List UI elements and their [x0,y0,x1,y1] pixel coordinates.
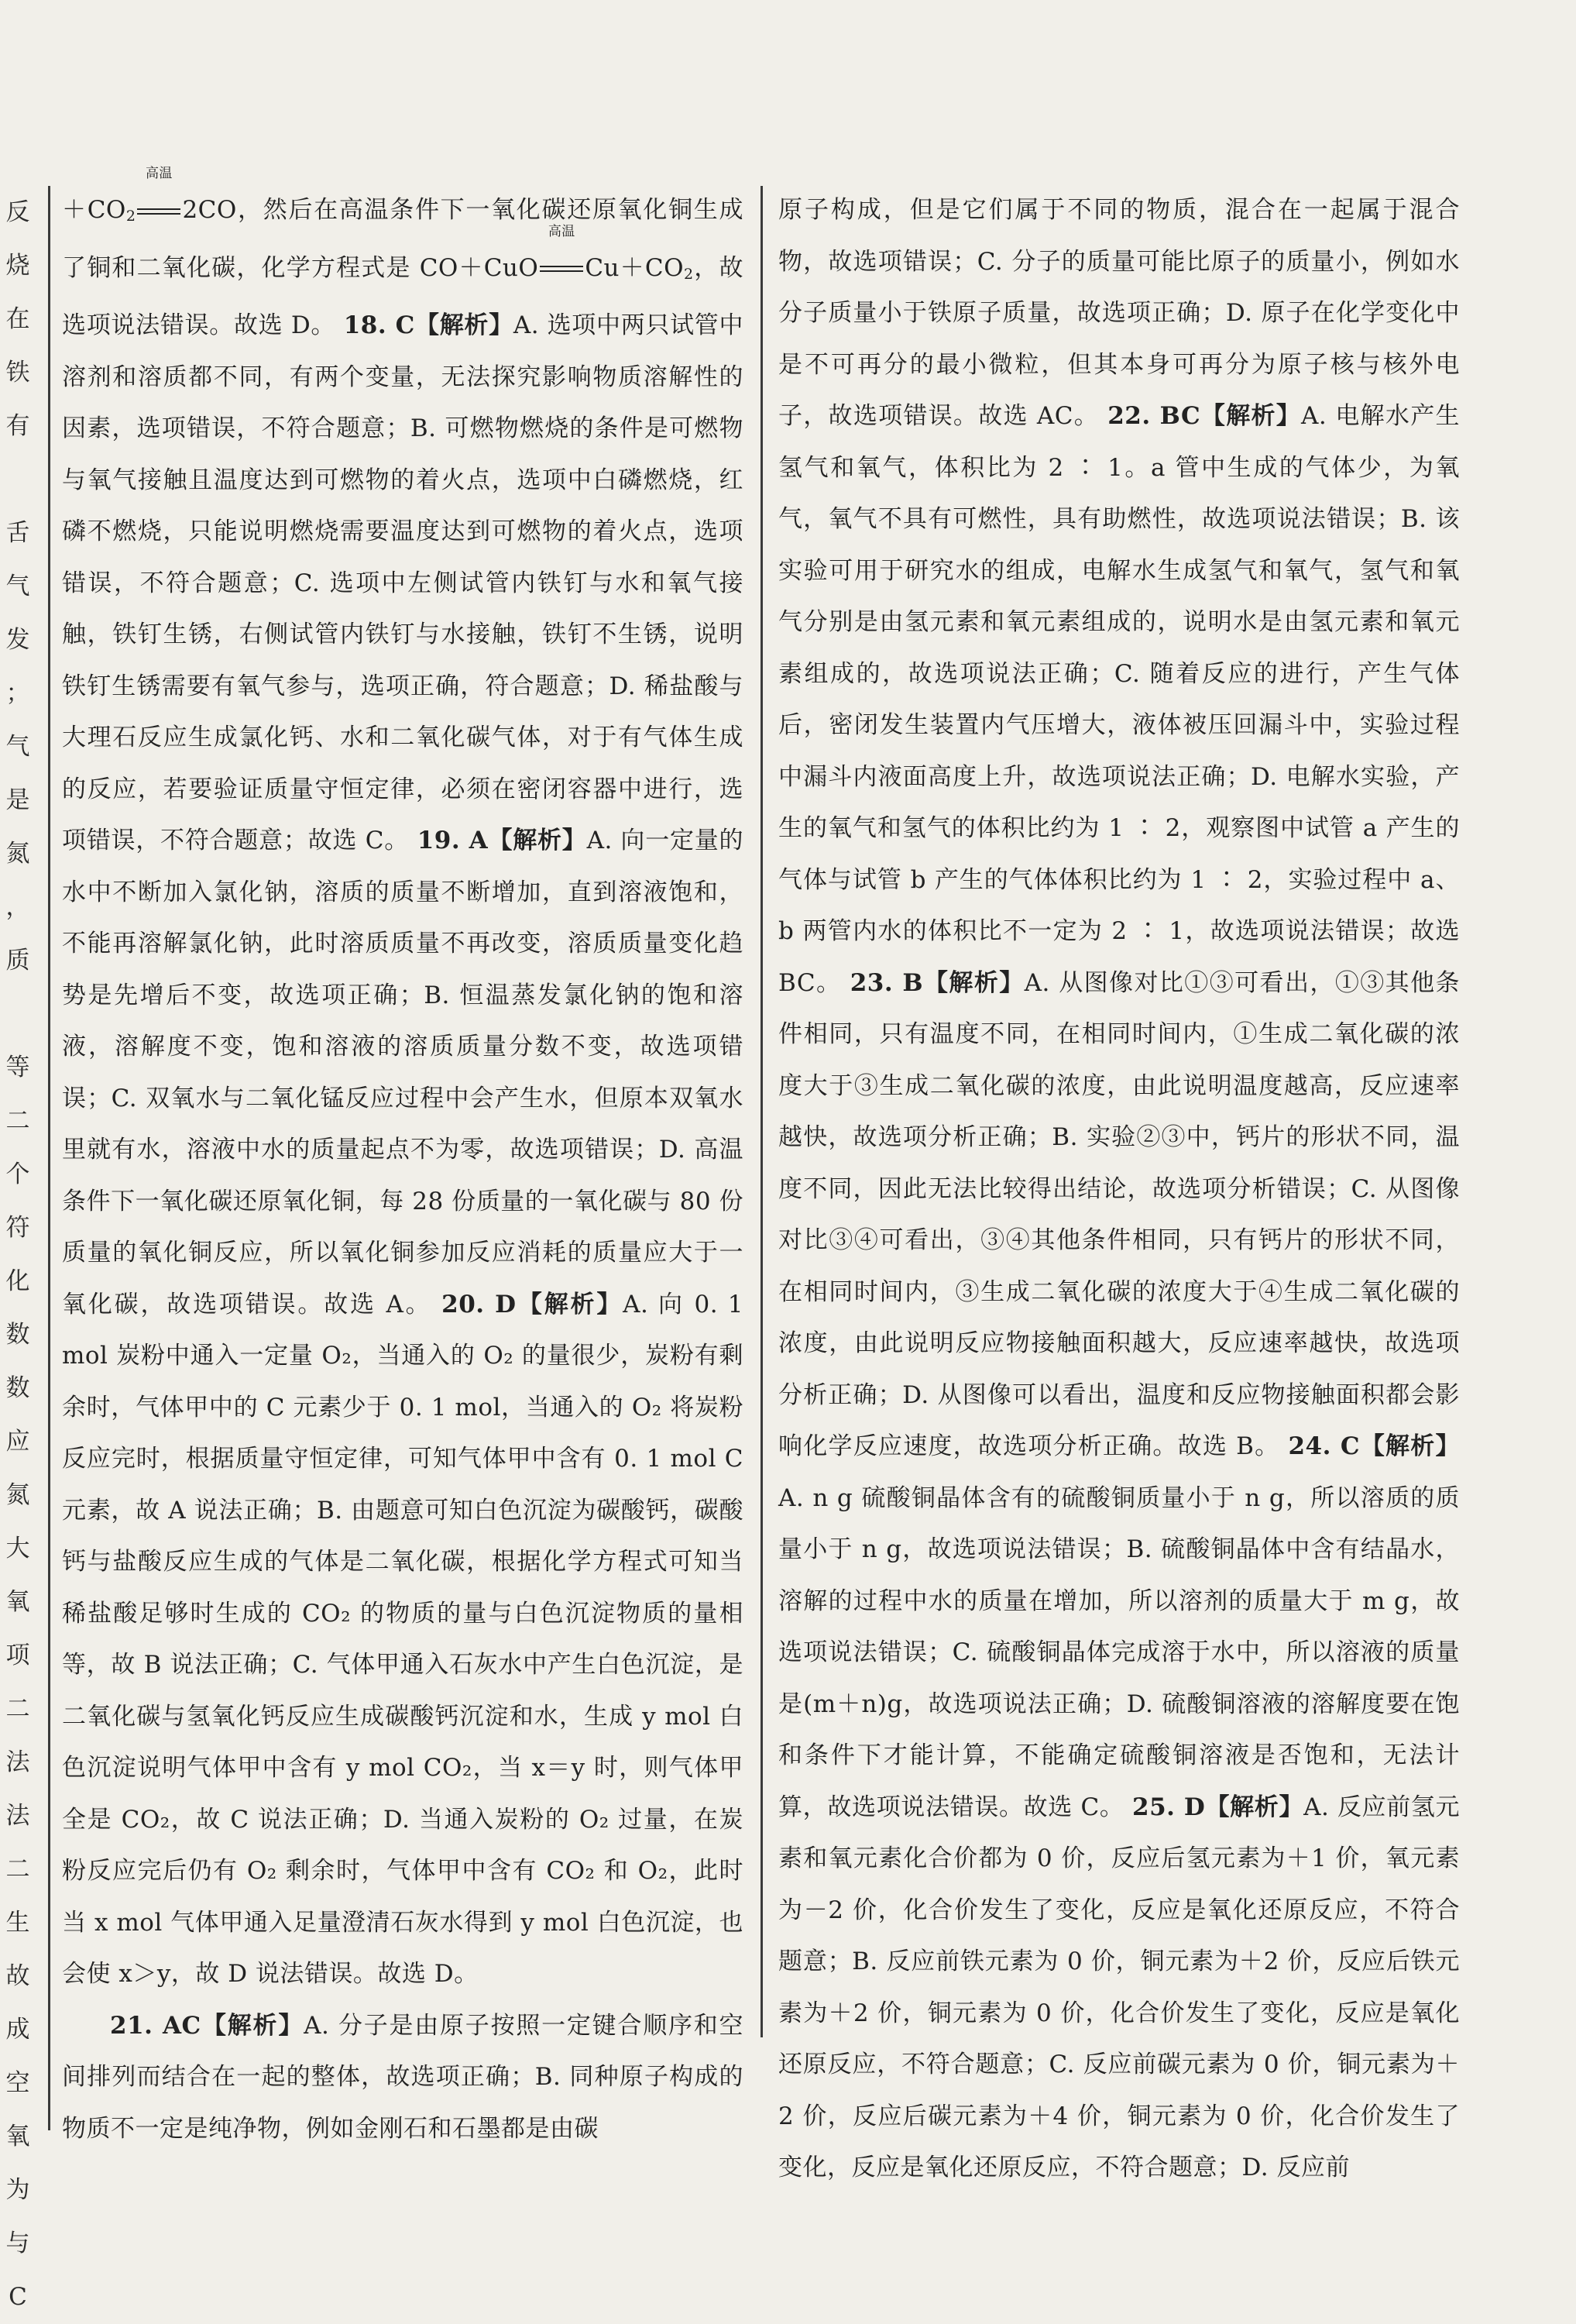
analysis-tag: 【解析】 [488,827,587,854]
margin-fragment: 空 [5,2069,30,2097]
answer-text: A. 选项中两只试管中溶剂和溶质都不同，有两个变量，无法探究影响物质溶解性的因素，选项错误，不符合题意；B. 可燃物燃烧的条件是可燃物与氧气接触且温度达到可燃物的着火点，选项中白磷燃烧，红磷不燃烧，只能说明燃烧需要温度达到可燃物的着火点，选项错误，不符合题意；C. 选项中左侧试管内铁钉与水和氧气接触，铁钉生锈，右侧试管内铁钉与水接触，铁钉不生锈，说明铁钉生锈需要有氧气参与，选项正确，符合题意；D. 稀盐酸与大理石反应生成氯化钙、水和二氧化碳气体，对于有气体生成的反应，若要验证质量守恒定律，必须在密闭容器中进行，选项错误，不符合题意；故选 C。 [62,311,744,854]
analysis-tag: 【解析】 [1200,402,1302,430]
margin-fragment: 法 [5,1802,30,1830]
analysis-tag: 【解析】 [1205,1793,1304,1821]
margin-fragment: 个 [5,1160,30,1188]
answer-text: A. 反应前氢元素和氧元素化合价都为 0 价，反应后氢元素为＋1 价，氧元素为－2 价，化合价发生了变化，反应是氧化还原反应，不符合题意；B. 反应前铁元素为 0 价，铜元素为＋2 价，反应后铁元素为＋2 价，铜元素为 0 价，化合价发生了变化，反应是氧化还原反应，不符合题意；C. 反应前碳元素为 0 价，铜元素为＋2 价，反应后碳元素为＋4 价，铜元素为 0 价，化合价发生了变化，反应是氧化还原反应，不符合题意；D. 反应前 [778,1793,1461,2181]
question-number: 19. A [417,827,489,854]
question-number: 23. B [850,968,924,997]
equation-paragraph: $+CO_2$ 高温 2CO，然后在高温条件下一氧化碳还原氧化铜生成了铜和二氧化碳，化学方程式是 CO＋CuO 高温 $Cu+CO_2$，故选项说法错误。故选 D。 18. C【解析】A. 选项中两只试管中溶剂和溶质都不同，有两个变量，无法探究影响物质溶解性的因素，选项错误，不符合题意；B. 可燃物燃烧的条件是可燃物与氧气接触且温度达到可燃物的着火点，选项中白磷燃烧，红磷不燃烧，只能说明燃烧需要温度达到可燃物的着火点，选项错误，不符合题意；C. 选项中左侧试管内铁钉与水和氧气接触，铁钉生锈，右侧试管内铁钉与水接触，铁钉不生锈，说明铁钉生锈需要有氧气参与，选项正确，符合题意；D. 稀盐酸与大理石反应生成氯化钙、水和二氧化碳气体，对于有气体生成的反应，若要验证质量守恒定律，必须在密闭容器中进行，选项错误，不符合题意；故选 C。 19. A【解析】A. 向一定量的水中不断加入氯化钠，溶质的质量不断增加，直到溶液饱和，不能再溶解氯化钠，此时溶质质量不再改变，溶质质量变化趋势是先增后不变，故选项正确；B. 恒温蒸发氯化钠的饱和溶液，溶解度不变，饱和溶液的溶质质量分数不变，故选项错误；C. 双氧水与二氧化锰反应过程中会产生水，但原本双氧水里就有水，溶液中水的质量起点不为零，故选项错误；D. 高温条件下一氧化碳还原氧化铜，每 28 份质量的一氧化碳与 80 份质量的氧化铜反应，所以氧化铜参加反应消耗的质量应大于一氧化碳，故选项错误。故选 A。 20. D【解析】A. 向 0. 1 mol 炭粉中通入一定量 O₂，当通入的 O₂ 的量很少，炭粉有剩余时，气体甲中的 C 元素少于 0. 1 mol，当通入的 O₂ 将炭粉反应完时，根据质量守恒定律，可知气体甲中含有 0. 1 mol C 元素，故 A 说法正确；B. 由题意可知白色沉淀为碳酸钙，碳酸钙与盐酸反应生成的气体是二氧化碳，根据化学方程式可知当稀盐酸足够时生成的 CO₂ 的物质的量与白色沉淀物质的量相等，故 B 说法正确；C. 气体甲通入石灰水中产生白色沉淀，是二氧化碳与氢氧化钙反应生成碳酸钙沉淀和水，生成 y mol 白色沉淀说明气体甲中含有 y mol CO₂，当 x＝y 时，则气体甲全是 CO₂，故 C 说法正确；D. 当通入炭粉的 O₂ 过量，在炭粉反应完后仍有 O₂ 剩余时，气体甲中含有 CO₂ 和 O₂，此时当 x mol 气体甲通入足量澄清石灰水得到 y mol 白色沉淀，也会使 x＞y，故 D 说法错误。故选 D。 [62,166,744,1988]
right-column [778,184,1460,2194]
margin-fragment: 在 [5,305,30,333]
answer-paragraph [62,2000,743,2155]
reaction-condition-mark: 高温 [137,184,180,236]
answer-text: A. 电解水产生氢气和氧气，体积比为 2 ∶ 1。a 管中生成的气体少，为氧气，氧气不具有可燃性，具有助燃性，故选项说法错误；B. 该实验可用于研究水的组成，电解水生成氢气和氧气，氢气和氧气分别是由氢元素和氧元素组成的，说明水是由氢元素和氧元素组成的，故选项说法正确；C. 随着反应的进行，产生气体后，密闭发生装置内气压增大，液体被压回漏斗中，实验过程中漏斗内液面高度上升，故选项说法正确；D. 电解水实验，产生的氧气和氢气的体积比约为 1 ∶ 2，观察图中试管 a 产生的气体与试管 b 产生的气体体积比约为 1 ∶ 2，实验过程中 a、b 两管内水的体积比不一定为 2 ∶ 1，故选项说法错误；故选 BC。 [778,402,1460,997]
margin-fragment: 舌 [5,519,30,547]
margin-fragment: 二 [5,1107,30,1135]
margin-fragment: 氧 [5,2123,30,2150]
margin-fragment [0,453,36,507]
margin-fragment: 是 [5,786,30,814]
question-number: 25. D [1132,1793,1206,1821]
margin-fragment: 与 [5,2229,30,2257]
margin-fragment: 数 [5,1374,30,1402]
margin-fragment [0,988,36,1041]
answer-text: 原子构成，但是它们属于不同的物质，混合在一起属于混合物，故选项错误；C. 分子的质量可能比原子的质量小，例如水分子质量小于铁原子质量，故选项正确；D. 原子在化学变化中是不可再分的最小微粒，但其本身可再分为原子核与核外电子，故选项错误。故选 AC。 [778,196,1460,430]
margin-fragment: 铁 [5,359,30,387]
answer-text: A. 向一定量的水中不断加入氯化钠，溶质的质量不断增加，直到溶液饱和，不能再溶解氯化钠，此时溶质质量不再改变，溶质质量变化趋势是先增后不变，故选项正确；B. 恒温蒸发氯化钠的饱和溶液，溶解度不变，饱和溶液的溶质质量分数不变，故选项错误；C. 双氧水与二氧化锰反应过程中会产生水，但原本双氧水里就有水，溶液中水的质量起点不为零，故选项错误；D. 高温条件下一氧化碳还原氧化铜，每 28 份质量的一氧化碳与 80 份质量的氧化铜反应，所以氧化铜参加反应消耗的质量应大于一氧化碳，故选项错误。故选 A。 [62,827,743,1318]
margin-fragment: ， [5,893,30,921]
analysis-tag: 【解析】 [923,968,1025,997]
answer-text: A. n g 硫酸铜晶体含有的硫酸铜质量小于 n g，所以溶质的质量小于 n g，故选项说法错误；B. 硫酸铜晶体中含有结晶水，溶解的过程中水的质量在增加，所以溶剂的质量大于 m g，故选项说法错误；C. 硫酸铜晶体完成溶于水中，所以溶液的质量是(m＋n)g，故选项说法正确；D. 硫酸铜溶液的溶解度要在饱和条件下才能计算，不能确定硫酸铜溶液是否饱和，无法计算，故选项说法错误。故选 C。 [778,1483,1460,1821]
margin-fragment: 法 [5,1748,30,1776]
margin-fragment: 二 [5,1855,30,1883]
analysis-tag: 【解析】 [1360,1432,1460,1460]
margin-fragment: 生 [5,1909,30,1937]
left-margin-fragments [0,186,36,2324]
center-column-rule [761,186,763,2037]
margin-fragment: 气 [5,572,30,600]
margin-fragment: 数 [5,1321,30,1349]
question-number: 24. C [1288,1432,1361,1460]
margin-fragment: 氧 [5,1588,30,1616]
question-number: 22. BC [1107,402,1201,430]
margin-fragment: 等 [5,1054,30,1081]
analysis-tag: 【解析】 [414,311,513,339]
margin-fragment: 符 [5,1214,30,1242]
margin-fragment: 烧 [5,252,30,280]
margin-fragment: 项 [5,1642,30,1669]
margin-fragment: 二 [5,1695,30,1723]
answer-text: A. 从图像对比①③可看出，①③其他条件相同，只有温度不同，在相同时间内，①生成二氧化碳的浓度大于③生成二氧化碳的浓度，由此说明温度越高，反应速率越快，故选项分析正确；B. 实验②③中，钙片的形状不同，温度不同，因此无法比较得出结论，故选项分析错误；C. 从图像对比③④可看出，③④其他条件相同，只有钙片的形状不同，在相同时间内，③生成二氧化碳的浓度大于④生成二氧化碳的浓度，由此说明反应物接触面积越大，反应速率越快，故选项分析正确；D. 从图像可以看出，温度和反应物接触面积都会影响化学反应速度，故选项分析正确。故选 B。 [778,968,1461,1460]
left-column [62,166,744,2154]
margin-fragment: 有 [5,412,30,440]
answer-text: A. 向 0. 1 mol 炭粉中通入一定量 O₂，当通入的 O₂ 的量很少，炭粉有剩余时，气体甲中的 C 元素少于 0. 1 mol，当通入的 O₂ 将炭粉反应完时，根据质量守恒定律，可知气体甲中含有 0. 1 mol C 元素，故 A 说法正确；B. 由题意可知白色沉淀为碳酸钙，碳酸钙与盐酸反应生成的气体是二氧化碳，根据化学方程式可知当稀盐酸足够时生成的 CO₂ 的物质的量与白色沉淀物质的量相等，故 B 说法正确；C. 气体甲通入石灰水中产生白色沉淀，是二氧化碳与氢氧化钙反应生成碳酸钙沉淀和水，生成 y mol 白色沉淀说明气体甲中含有 y mol CO₂，当 x＝y 时，则气体甲全是 CO₂，故 C 说法正确；D. 当通入炭粉的 O₂ 过量，在炭粉反应完后仍有 O₂ 剩余时，气体甲中含有 CO₂ 和 O₂，此时当 x mol 气体甲通入足量澄清石灰水得到 y mol 白色沉淀，也会使 x＞y，故 D 说法错误。故选 D。 [62,1290,744,1988]
margin-fragment: C [9,2283,27,2311]
margin-fragment: 发 [5,626,30,654]
left-column-rule [48,186,50,2130]
margin-fragment: 质 [5,947,30,975]
reaction-condition-mark: 高温 [540,242,583,294]
margin-fragment: 化 [5,1267,30,1295]
margin-fragment: 氮 [5,1481,30,1509]
question-number: 20. D [441,1290,517,1318]
margin-fragment: 故 [5,1962,30,1990]
margin-fragment: 气 [5,733,30,761]
margin-fragment: 成 [5,2016,30,2044]
analysis-tag: 【解析】 [201,2011,304,2040]
margin-fragment: ； [5,679,30,707]
answer-text: A. 分子是由原子按照一定键合顺序和空间排列而结合在一起的整体，故选项正确；B. 同种原子构成的物质不一定是纯净物，例如金刚石和石墨都是由碳 [62,2011,744,2143]
margin-fragment: 为 [5,2176,30,2204]
margin-fragment: 应 [5,1428,30,1456]
question-number: 18. C [343,311,415,339]
answer-paragraph [778,184,1460,2194]
question-number: 21. AC [110,2011,201,2040]
analysis-tag: 【解析】 [516,1290,623,1318]
margin-fragment: 氮 [5,840,30,868]
margin-fragment: 反 [5,198,30,226]
margin-fragment: 大 [5,1535,30,1563]
